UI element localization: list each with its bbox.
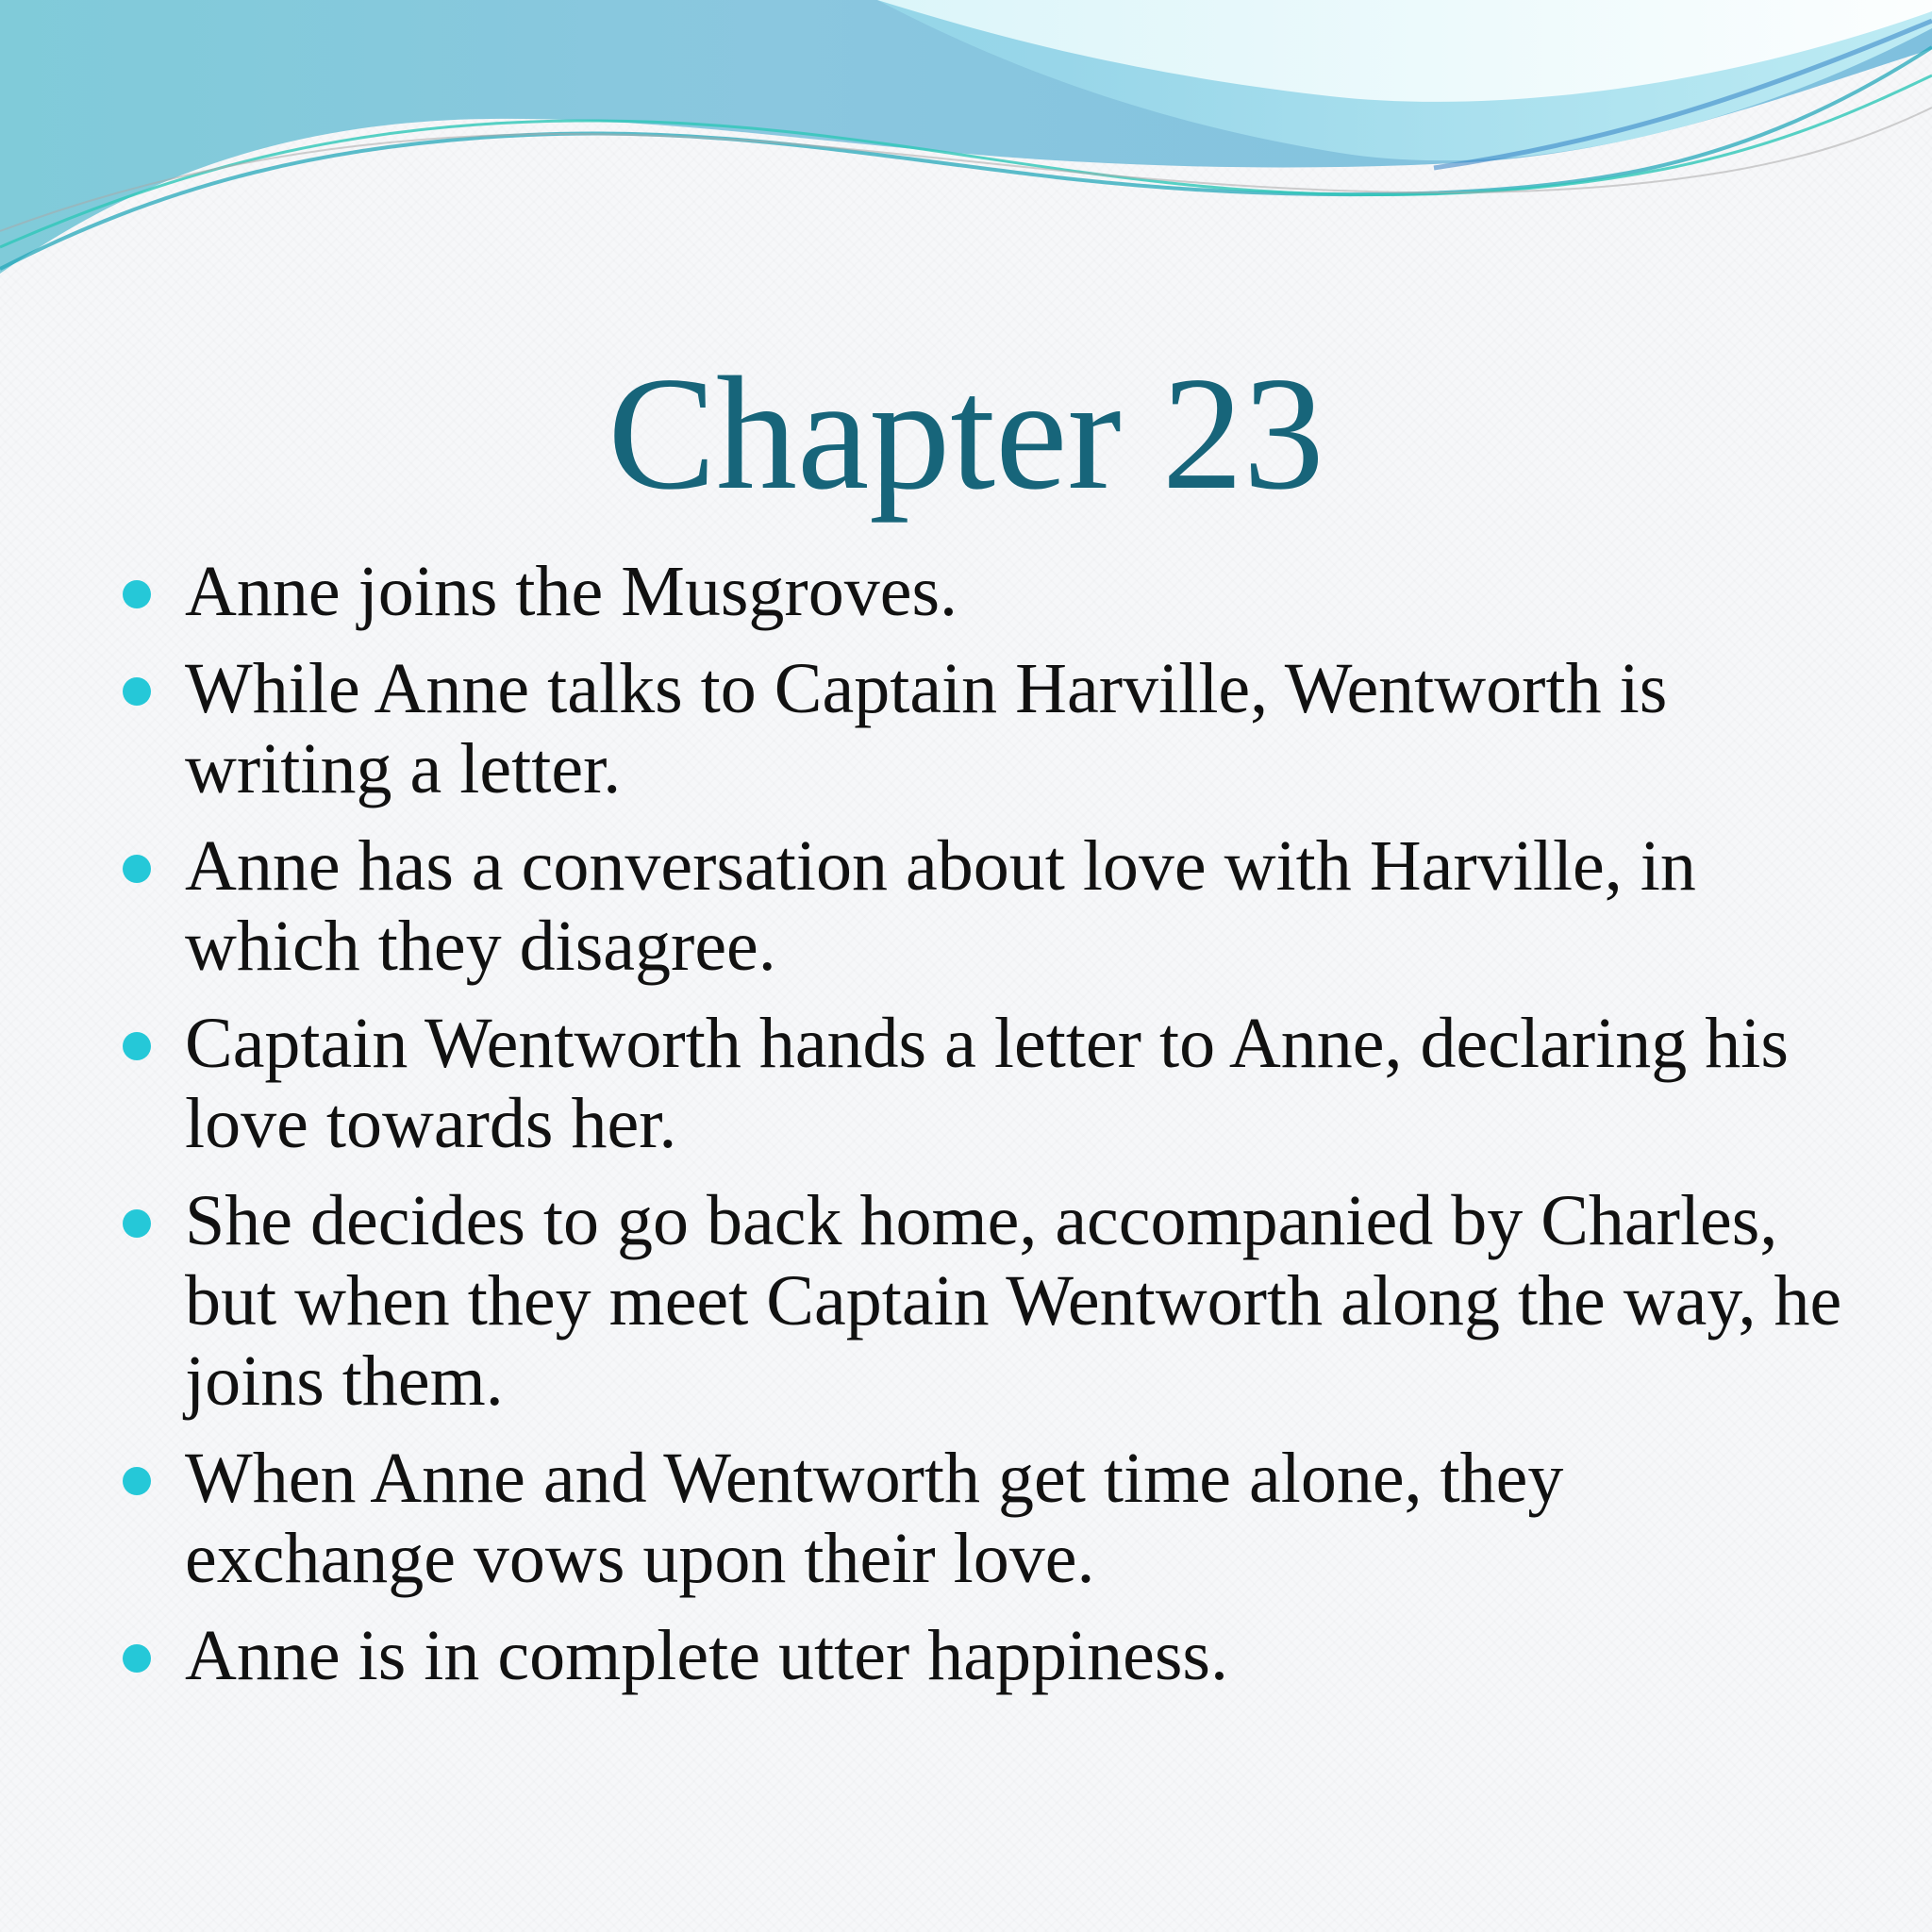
- bullet-text: While Anne talks to Captain Harville, Wentworth is writing a letter.: [185, 649, 1668, 808]
- bullet-item: [123, 1004, 1849, 1164]
- bullet-text: Anne joins the Musgroves.: [185, 552, 958, 631]
- bullet-item: [123, 1616, 1849, 1696]
- bullet-dot-icon: [123, 1032, 151, 1060]
- bullet-dot-icon: [123, 1644, 151, 1673]
- bullet-item: [123, 1181, 1849, 1422]
- bullet-text: She decides to go back home, accompanied by Charles, but when they meet Captain Wentworth along the way, he joins them.: [185, 1181, 1842, 1421]
- top-wave-decoration: [0, 0, 1932, 311]
- bullet-text: Anne is in complete utter happiness.: [185, 1616, 1228, 1695]
- bullet-dot-icon: [123, 1209, 151, 1238]
- bullet-dot-icon: [123, 1467, 151, 1495]
- bullet-text: Captain Wentworth hands a letter to Anne, declaring his love towards her.: [185, 1004, 1789, 1163]
- bullet-item: [123, 826, 1849, 987]
- bullet-dot-icon: [123, 855, 151, 883]
- bullet-list: [123, 552, 1849, 1713]
- slide-title: Chapter 23: [608, 344, 1324, 524]
- bullet-dot-icon: [123, 580, 151, 608]
- bullet-item: [123, 1439, 1849, 1599]
- bullet-item: [123, 649, 1849, 809]
- bullet-text: When Anne and Wentworth get time alone, they exchange vows upon their love.: [185, 1439, 1564, 1598]
- bullet-text: Anne has a conversation about love with Harville, in which they disagree.: [185, 826, 1696, 986]
- bullet-item: [123, 552, 1849, 632]
- bullet-dot-icon: [123, 677, 151, 706]
